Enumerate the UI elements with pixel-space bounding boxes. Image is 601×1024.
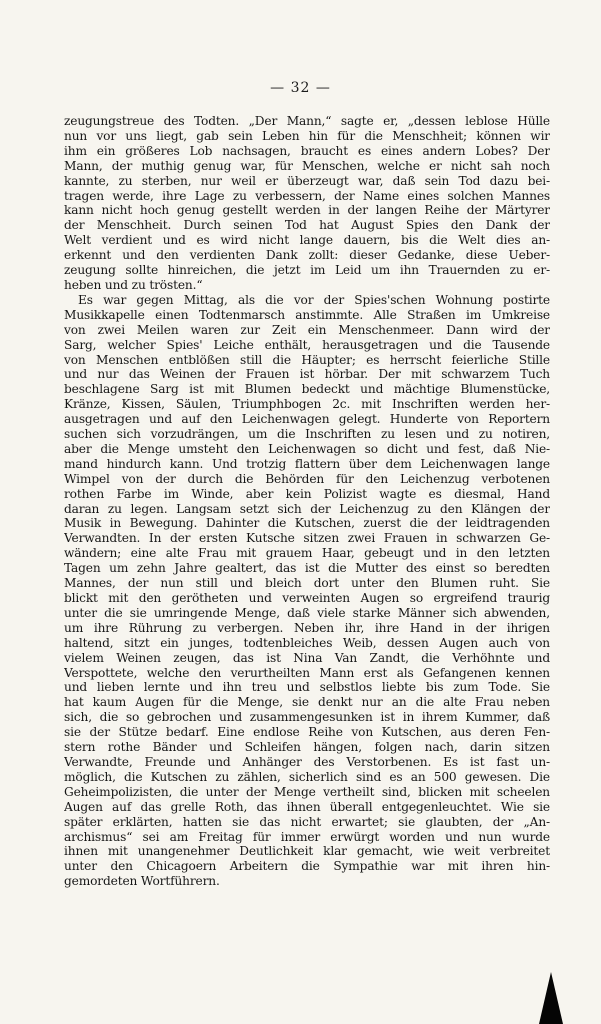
text-line: ihm ein größeres Lob nachsagen, braucht es eines andern Lobes? Der (64, 143, 550, 158)
text-line: Verwandte, Freunde und Anhänger des Verstorbenen. Es ist fast un- (64, 754, 550, 769)
text-line: rothen Farbe im Winde, aber kein Polizist wagte es diesmal, Hand (64, 486, 550, 501)
text-line: kannte, zu sterben, nur weil er überzeugt war, daß sein Tod dazu bei- (64, 173, 550, 188)
page-edge-mark (539, 972, 563, 1024)
text-line: vielem Weinen zeugen, das ist Nina Van Zandt, die Verhöhnte und (64, 650, 550, 665)
text-line: zeugung sollte hinreichen, die jetzt im Leid um ihn Trauernden zu er- (64, 263, 550, 278)
text-line: Verwandten. In der ersten Kutsche sitzen zwei Frauen in schwarzen Ge- (64, 531, 550, 546)
text-line: und nur das Weinen der Frauen ist hörbar. Der mit schwarzem Tuch (64, 367, 550, 382)
text-line: Mann, der muthig genug war, für Menschen, welche er nicht sah noch (64, 158, 550, 173)
text-line: Augen auf das grelle Roth, das ihnen überall entgegenleuchtet. Wie sie (64, 799, 550, 814)
text-line: kann nicht hoch genug gestellt werden in der langen Reihe der Märtyrer (64, 203, 550, 218)
text-line: Sarg, welcher Spies' Leiche enthält, herausgetragen und die Tausende (64, 337, 550, 352)
text-line: heben und zu trösten.“ (64, 277, 203, 292)
text-line: suchen sich vorzudrängen, um die Inschriften zu lesen und zu notiren, (64, 427, 550, 442)
text-line: Mannes, der nun still und bleich dort unter den Blumen ruht. Sie (64, 576, 550, 591)
text-line: stern rothe Bänder und Schleifen hängen, folgen nach, darin sitzen (64, 740, 550, 755)
text-line: beschlagene Sarg ist mit Blumen bedeckt und mächtige Blumenstücke, (64, 382, 550, 397)
text-line: haltend, sitzt ein junges, todtenbleiches Weib, dessen Augen auch von (64, 635, 550, 650)
text-line: sich, die so gebrochen und zusammengesunken ist in ihrem Kummer, daß (64, 710, 550, 725)
page-number: — 32 — (270, 80, 331, 96)
text-line: wändern; eine alte Frau mit grauem Haar, gebeugt und in den letzten (64, 546, 550, 561)
text-line: Kränze, Kissen, Säulen, Triumphbogen 2c. mit Inschriften werden her- (64, 397, 550, 412)
text-line: der Menschheit. Durch seinen Tod hat August Spies den Dank der (64, 218, 550, 233)
text-line: ausgetragen und auf den Leichenwagen gelegt. Hunderte von Reportern (64, 412, 550, 427)
text-line: Musik in Bewegung. Dahinter die Kutschen, zuerst die der leidtragenden (64, 516, 550, 531)
text-line: Geheimpolizisten, die unter der Menge vertheilt sind, blicken mit scheelen (64, 784, 550, 799)
text-line: nun vor uns liegt, gab sein Leben hin für die Menschheit; können wir (64, 128, 550, 143)
text-line: später erklärten, hatten sie das nicht erwartet; sie glaubten, der „An- (64, 814, 550, 829)
text-line: blickt mit den gerötheten und verweinten Augen so ergreifend traurig (64, 591, 550, 605)
text-line: gemordeten Wortführern. (64, 874, 220, 889)
text-line: archismus“ sei am Freitag für immer erwürgt worden und nun wurde (64, 829, 550, 844)
text-line: zeugungstreue des Todten. „Der Mann,“ sagte er, „dessen leblose Hülle (64, 114, 550, 128)
text-line: von Menschen entblößen still die Häupter; es herrscht feierliche Stille (64, 352, 550, 367)
body-text (64, 114, 550, 889)
text-line: von zwei Meilen waren zur Zeit ein Menschenmeer. Dann wird der (64, 322, 550, 337)
text-line: und lieben lernte und ihn treu und selbstlos liebte bis zum Tode. Sie (64, 680, 550, 695)
text-line: Musikkapelle einen Todtenmarsch anstimmte. Alle Straßen im Umkreise (64, 307, 550, 322)
text-line: erkennt und den verdienten Dank zollt: dieser Gedanke, diese Ueber- (64, 248, 550, 263)
text-line: Wimpel von der durch die Behörden für den Leichenzug verbotenen (64, 471, 550, 486)
text-line: aber die Menge umsteht den Leichenwagen so dicht und fest, daß Nie- (64, 441, 550, 456)
text-line: mand hindurch kann. Und trotzig flattern über dem Leichenwagen lange (64, 456, 550, 471)
text-line: sie der Stütze bedarf. Eine endlose Reihe von Kutschen, aus deren Fen- (64, 725, 550, 740)
text-line: hat kaum Augen für die Menge, sie denkt nur an die alte Frau neben (64, 695, 550, 710)
text-line: Verspottete, welche den verurtheilten Mann erst als Gefangenen kennen (64, 665, 550, 680)
text-line: unter den Chicagoern Arbeitern die Sympathie war mit ihren hin- (64, 859, 550, 874)
text-line: tragen werde, ihre Lage zu verbessern, der Name eines solchen Mannes (64, 188, 550, 203)
text-line: möglich, die Kutschen zu zählen, sicherlich sind es an 500 gewesen. Die (64, 769, 550, 784)
text-line: Welt verdient und es wird nicht lange dauern, bis die Welt dies an- (64, 233, 550, 248)
text-line: unter die sie umringende Menge, daß viele starke Männer sich abwenden, (64, 605, 550, 620)
text-line: Es war gegen Mittag, als die vor der Spies'schen Wohnung postirte (78, 292, 550, 307)
text-line: Tagen um zehn Jahre gealtert, das ist die Mutter des einst so beredten (64, 561, 550, 576)
text-line: daran zu legen. Langsam setzt sich der Leichenzug zu den Klängen der (64, 501, 550, 516)
text-line: ihnen mit unangenehmer Deutlichkeit klar gemacht, wie weit verbreitet (64, 844, 550, 859)
text-line: um ihre Rührung zu verbergen. Neben ihr, ihre Hand in der ihrigen (64, 620, 550, 635)
